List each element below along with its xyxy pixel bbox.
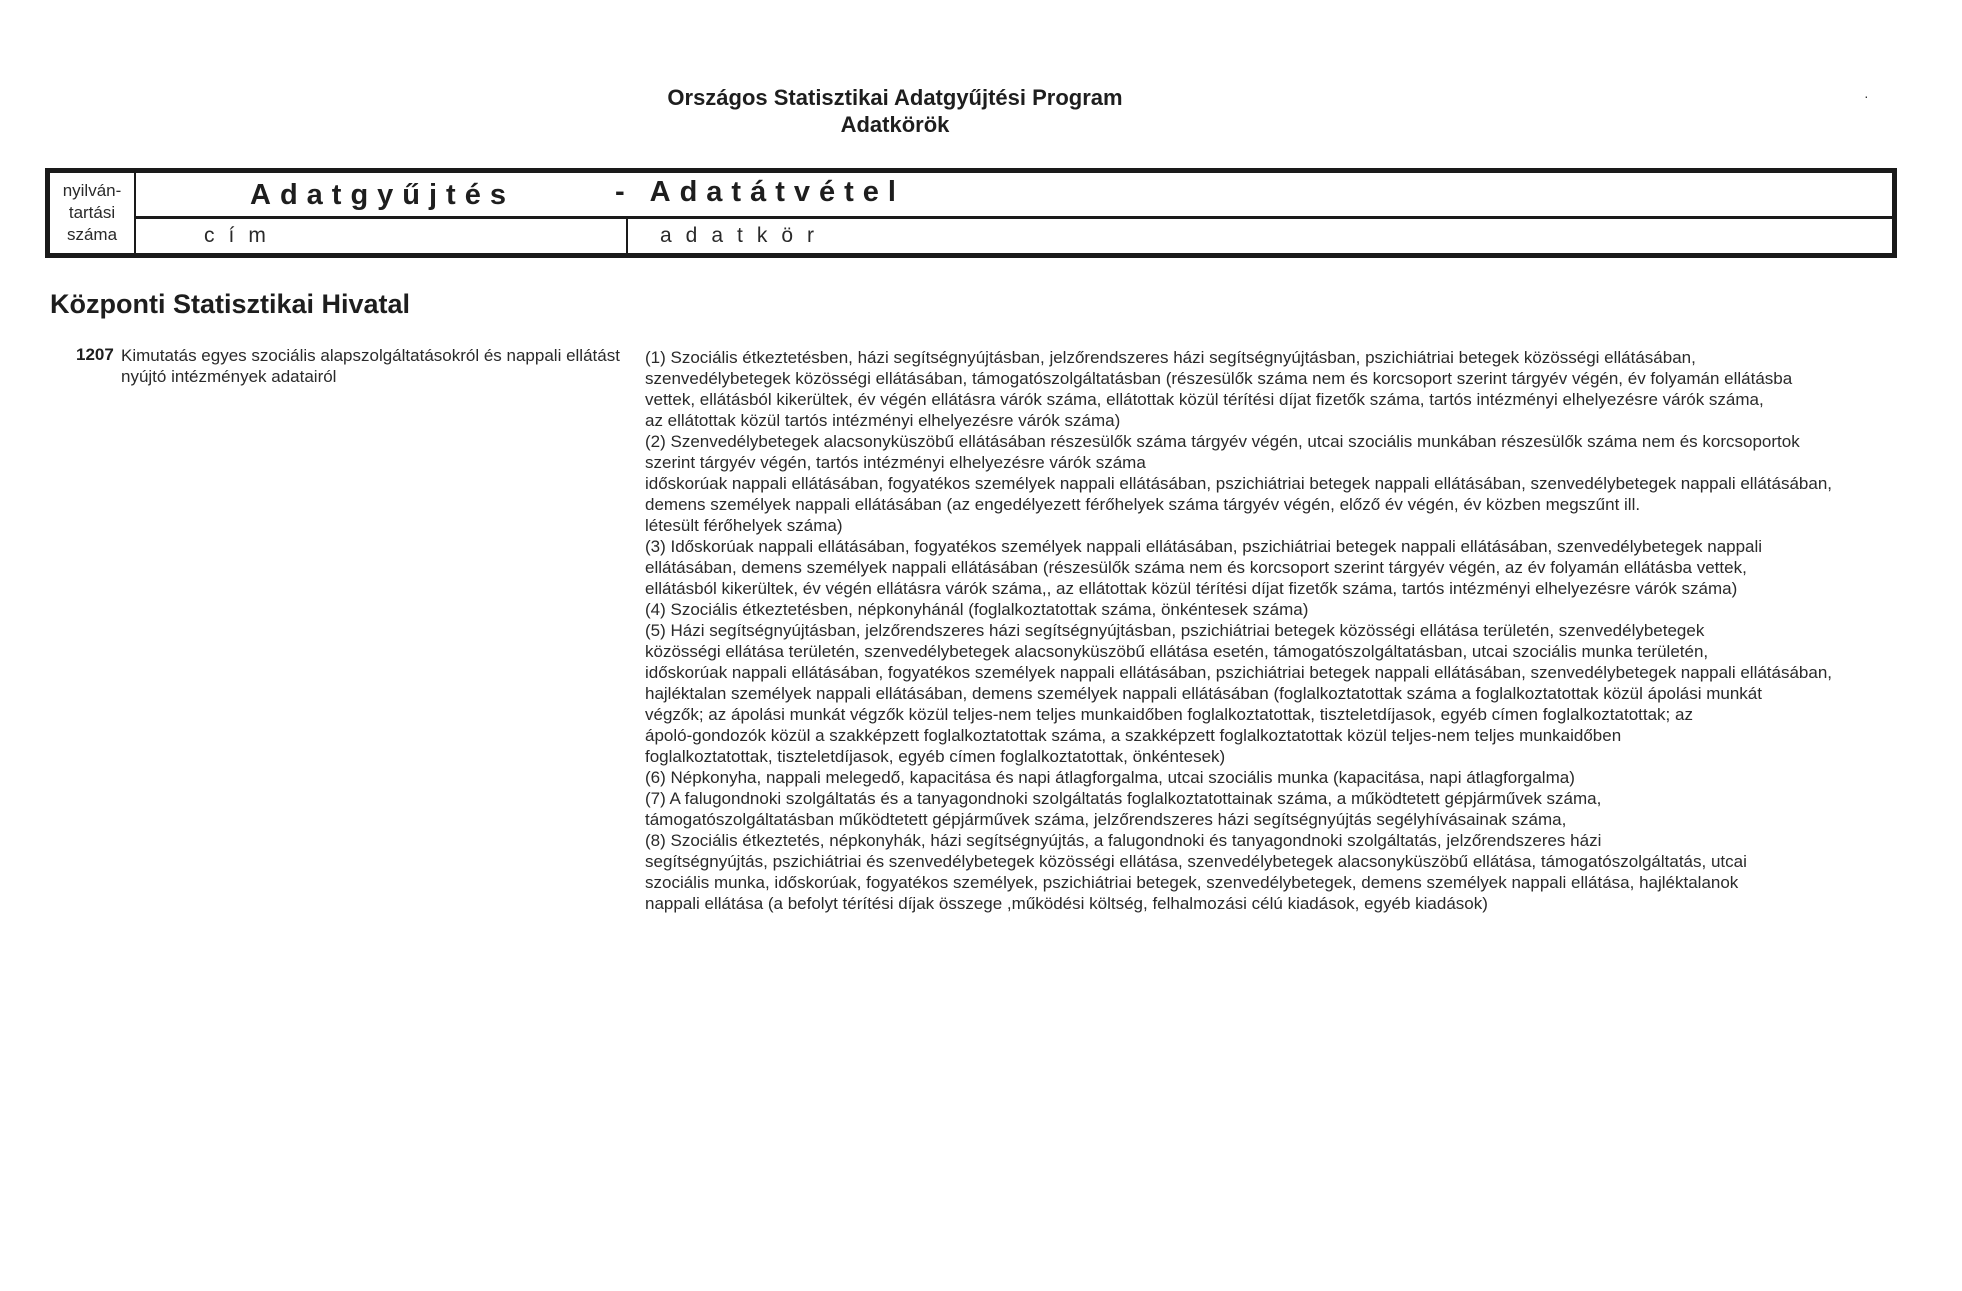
scope-line: időskorúak nappali ellátásában, fogyatékos személyek nappali ellátásában, pszichiátriai betegek nappali ellátásában, szenvedélybetegek nappali ellátásában,	[645, 663, 1833, 682]
scope-line: segítségnyújtás, pszichiátriai és szenvedélybetegek közösségi ellátása, szenvedélybetegek alacsonyküszöbű ellátása, támogatószolgáltatás, utcai	[645, 852, 1747, 871]
reg-label-line3: száma	[66, 225, 118, 244]
scope-line: (6) Népkonyha, nappali melegedő, kapacitása és napi átlagforgalma, utcai szociális munka (kapacitása, napi átlagforgalma)	[645, 768, 1575, 787]
document-title-line2: Adatkörök	[840, 112, 950, 137]
scope-line: támogatószolgáltatásban működtetett gépjárművek száma, jelzőrendszeres házi segítségnyújtás segélyhívásainak száma,	[645, 810, 1567, 829]
corner-mark: ·	[1864, 88, 1869, 104]
title-column-header: cím	[204, 224, 280, 247]
scope-line: (3) Időskorúak nappali ellátásában, fogyatékos személyek nappali ellátásában, pszichiátriai betegek nappali ellátásában, szenvedélybetegek nappali	[645, 537, 1763, 556]
entry-scope	[645, 347, 1960, 914]
entry-title	[121, 345, 681, 387]
scope-line: végzők; az ápolási munkát végzők közül teljes-nem teljes munkaidőben foglalkoztatottak, tiszteletdíjasok, egyéb címen foglalkoztatottak; az	[645, 705, 1693, 724]
scope-line: (7) A falugondnoki szolgáltatás és a tanyagondnoki szolgáltatás foglalkoztatottainak száma, a működtetett gépjárművek száma,	[645, 789, 1602, 808]
scope-line: az ellátottak közül tartós intézményi elhelyezésre várók száma)	[645, 411, 1121, 430]
entry-number: 1207	[76, 345, 114, 364]
entry-title-line: Kimutatás egyes szociális alapszolgáltatásokról és nappali ellátást	[121, 346, 620, 365]
header-divider-vertical	[626, 217, 628, 253]
reg-label-line1: nyilván-	[62, 181, 122, 200]
scope-line: (8) Szociális étkeztetés, népkonyhák, házi segítségnyújtás, a falugondnoki és tanyagondnoki szolgáltatás, jelzőrendszeres házi	[645, 831, 1602, 850]
scope-line: ápoló-gondozók közül a szakképzett foglalkoztatottak száma, a szakképzett foglalkoztatottak közül teljes-nem teljes munkaidőben	[645, 726, 1622, 745]
transfer-header: - Adatátvétel	[615, 176, 905, 208]
scope-line: időskorúak nappali ellátásában, fogyatékos személyek nappali ellátásában, pszichiátriai betegek nappali ellátásában, szenvedélybetegek nappali ellátásában,	[645, 474, 1833, 493]
scope-line: nappali ellátása (a befolyt térítési díjak összege ,működési költség, felhalmozási célú kiadások, egyéb kiadások)	[645, 894, 1488, 913]
scope-line: létesült férőhelyek száma)	[645, 516, 843, 535]
scope-line: közösségi ellátása területén, szenvedélybetegek alacsonyküszöbű ellátása esetén, támogatószolgáltatásban, utcai szociális munka területén,	[645, 642, 1709, 661]
scope-line: hajléktalan személyek nappali ellátásában, demens személyek nappali ellátásában (foglalkoztatottak száma a foglalkoztatottak közül ápolási munkát	[645, 684, 1762, 703]
registration-number-header	[50, 173, 136, 253]
column-header-box	[45, 168, 1897, 258]
scope-line: (4) Szociális étkeztetésben, népkonyhánál (foglalkoztatottak száma, önkéntesek száma)	[645, 600, 1309, 619]
entry-title-line: nyújtó intézmények adatairól	[121, 367, 337, 386]
scope-line: ellátásból kikerültek, év végén ellátásra várók száma,, az ellátottak közül térítési díjat fizetők száma, tartós intézményi elhelyezésre várók száma)	[645, 579, 1738, 598]
collection-header: Adatgyűjtés	[250, 179, 515, 211]
scope-column-header: adatkör	[660, 224, 829, 247]
scope-line: (5) Házi segítségnyújtásban, jelzőrendszeres házi segítségnyújtásban, pszichiátriai betegek közösségi ellátása területén, szenvedélybetegek	[645, 621, 1705, 640]
document-title	[0, 84, 1790, 138]
section-heading: Központi Statisztikai Hivatal	[50, 289, 411, 319]
scope-line: (1) Szociális étkeztetésben, házi segítségnyújtásban, jelzőrendszeres házi segítségnyújtásban, pszichiátriai betegek közösségi ellátásában,	[645, 348, 1696, 367]
scope-line: (2) Szenvedélybetegek alacsonyküszöbű ellátásában részesülők száma tárgyév végén, utcai szociális munkában részesülők száma nem és korcsoportok	[645, 432, 1800, 451]
scope-line: demens személyek nappali ellátásában (az engedélyezett férőhelyek száma tárgyév végén, előző év végén, év közben megszűnt ill.	[645, 495, 1641, 514]
document-title-line1: Országos Statisztikai Adatgyűjtési Program	[667, 85, 1123, 110]
reg-label-line2: tartási	[68, 203, 116, 222]
scope-line: ellátásában, demens személyek nappali ellátásában (részesülők száma nem és korcsoport szerint tárgyév végén, az év folyamán ellátásba vettek,	[645, 558, 1747, 577]
scope-line: vettek, ellátásból kikerültek, év végén ellátásra várók száma, ellátottak közül térítési díjat fizetők száma, tartós intézményi elhelyezésre várók száma,	[645, 390, 1764, 409]
header-divider-horizontal	[136, 216, 1892, 219]
scope-line: szociális munka, időskorúak, fogyatékos személyek, pszichiátriai betegek, szenvedélybetegek, demens személyek nappali ellátása, hajléktalanok	[645, 873, 1739, 892]
scope-line: szerint tárgyév végén, tartós intézményi elhelyezésre várók száma	[645, 453, 1146, 472]
scope-line: szenvedélybetegek közösségi ellátásában, támogatószolgáltatásban (részesülők száma nem és korcsoport szerint tárgyév végén, év folyamán ellátásba	[645, 369, 1793, 388]
scope-line: foglalkoztatottak, tiszteletdíjasok, egyéb címen foglalkoztatottak, önkéntesek)	[645, 747, 1226, 766]
